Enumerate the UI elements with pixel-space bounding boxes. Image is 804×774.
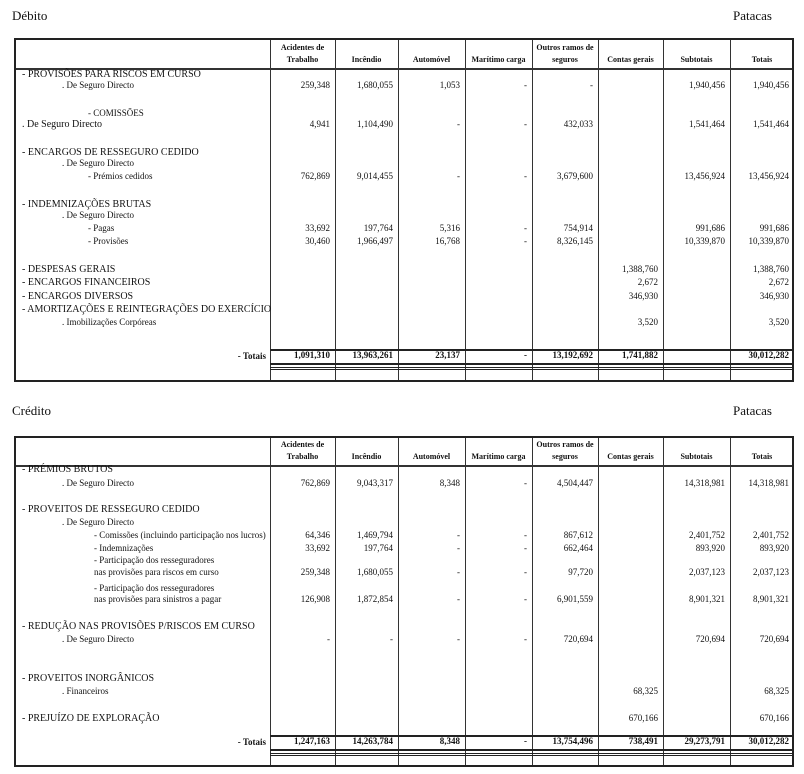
- cell-value: 3,520: [637, 317, 658, 327]
- cell-value: 30,460: [305, 236, 330, 246]
- column-header: Acidentes de Trabalho: [280, 43, 325, 64]
- cell-value: -: [457, 119, 460, 129]
- cell-value: -: [524, 567, 527, 577]
- row-label: - PROVISÕES PARA RISCOS EM CURSO: [22, 69, 201, 80]
- cell-value: 893,920: [695, 543, 725, 553]
- row-label: . De Seguro Directo: [22, 119, 102, 130]
- column-header: Outros ramos de seguros: [536, 43, 594, 64]
- cell-value: 1,680,055: [357, 80, 393, 90]
- cell-value: -: [524, 80, 527, 90]
- cell-value: 5,316: [439, 223, 460, 233]
- total-value: 738,491: [628, 736, 658, 746]
- cell-value: 670,166: [759, 713, 789, 723]
- column-divider: [730, 40, 731, 380]
- cell-value: 13,456,924: [684, 171, 725, 181]
- cell-value: 8,348: [439, 478, 460, 488]
- column-header: Incêndio: [351, 452, 382, 461]
- double-rule: [270, 367, 792, 370]
- cell-value: 259,348: [300, 567, 330, 577]
- column-header: Marítimo carga: [471, 452, 526, 461]
- row-label: - REDUÇÃO NAS PROVISÕES P/RISCOS EM CURSO: [22, 621, 255, 632]
- debit-table: [14, 38, 794, 382]
- cell-value: 867,612: [563, 530, 593, 540]
- total-value: 13,192,692: [552, 350, 593, 360]
- row-label: - DESPESAS GERAIS: [22, 264, 116, 275]
- row-label: - PROVEITOS DE RESSEGURO CEDIDO: [22, 504, 200, 515]
- cell-value: 1,872,854: [357, 594, 393, 604]
- column-header: Incêndio: [351, 55, 382, 64]
- column-divider: [398, 40, 399, 380]
- cell-value: 2,672: [768, 277, 789, 287]
- cell-value: 6,901,559: [557, 594, 593, 604]
- cell-value: 3,520: [768, 317, 789, 327]
- cell-value: 4,504,447: [557, 478, 593, 488]
- cell-value: 3,679,600: [557, 171, 593, 181]
- header-divider: [16, 465, 792, 467]
- cell-value: -: [457, 567, 460, 577]
- row-label: . De Seguro Directo: [62, 517, 134, 527]
- row-label: . De Seguro Directo: [62, 210, 134, 220]
- cell-value: 33,692: [305, 543, 330, 553]
- cell-value: 10,339,870: [684, 236, 725, 246]
- cell-value: 9,014,455: [357, 171, 393, 181]
- cell-value: 10,339,870: [748, 236, 789, 246]
- cell-value: 197,764: [363, 543, 393, 553]
- cell-value: 754,914: [563, 223, 593, 233]
- cell-value: 762,869: [300, 478, 330, 488]
- totals-label: - Totais: [237, 737, 266, 747]
- credit-title: Crédito: [12, 403, 51, 418]
- cell-value: 1,104,490: [357, 119, 393, 129]
- row-label: - AMORTIZAÇÕES E REINTEGRAÇÕES DO EXERCÍCIO: [22, 304, 272, 315]
- row-label: - PRÉMIOS BRUTOS: [22, 464, 113, 475]
- cell-value: -: [524, 223, 527, 233]
- cell-value: 720,694: [563, 634, 593, 644]
- row-label: . Imobilizações Corpóreas: [62, 317, 157, 327]
- cell-value: 64,346: [305, 530, 330, 540]
- cell-value: -: [590, 80, 593, 90]
- cell-value: 14,318,981: [684, 478, 725, 488]
- cell-value: 1,053: [439, 80, 460, 90]
- row-label: - Prémios cedidos: [88, 171, 153, 181]
- cell-value: 670,166: [628, 713, 658, 723]
- row-label: - ENCARGOS FINANCEIROS: [22, 277, 151, 288]
- row-label: . De Seguro Directo: [62, 478, 134, 488]
- cell-value: -: [524, 478, 527, 488]
- cell-value: 2,672: [637, 277, 658, 287]
- cell-value: 1,388,760: [622, 264, 658, 274]
- column-header: Automóvel: [412, 452, 451, 461]
- total-value: 1,247,163: [294, 736, 330, 746]
- row-label: - Participação dos resseguradores: [94, 555, 215, 565]
- column-header: Outros ramos de seguros: [536, 440, 594, 461]
- total-value: 14,263,784: [352, 736, 393, 746]
- cell-value: -: [327, 634, 330, 644]
- cell-value: 126,908: [300, 594, 330, 604]
- totals-label: - Totais: [237, 351, 266, 361]
- row-label: nas provisões para sinistros a pagar: [94, 594, 222, 604]
- cell-value: -: [524, 543, 527, 553]
- column-divider: [270, 40, 271, 380]
- column-header: Totais: [751, 452, 773, 461]
- column-header: Automóvel: [412, 55, 451, 64]
- row-label: - PROVEITOS INORGÂNICOS: [22, 673, 155, 684]
- row-label: nas provisões para riscos em curso: [94, 567, 219, 577]
- row-label: - Pagas: [88, 223, 115, 233]
- column-header: Marítimo carga: [471, 55, 526, 64]
- total-value: 29,273,791: [684, 736, 725, 746]
- cell-value: -: [524, 634, 527, 644]
- cell-value: 8,901,321: [753, 594, 789, 604]
- credit-table: [14, 436, 794, 767]
- total-value: -: [524, 736, 527, 746]
- cell-value: 1,966,497: [357, 236, 393, 246]
- cell-value: -: [457, 530, 460, 540]
- cell-value: 2,037,123: [753, 567, 789, 577]
- total-value: 8,348: [439, 736, 460, 746]
- cell-value: -: [524, 236, 527, 246]
- cell-value: -: [457, 171, 460, 181]
- column-header: Contas gerais: [607, 452, 654, 461]
- total-value: 23,137: [435, 350, 460, 360]
- cell-value: 68,325: [633, 686, 658, 696]
- cell-value: 720,694: [759, 634, 789, 644]
- cell-value: -: [524, 530, 527, 540]
- cell-value: -: [524, 119, 527, 129]
- cell-value: 2,401,752: [689, 530, 725, 540]
- row-label: - COMISSÕES: [88, 108, 144, 118]
- cell-value: 762,869: [300, 171, 330, 181]
- total-value: 1,091,310: [294, 350, 330, 360]
- row-label: - Participação dos resseguradores: [94, 583, 215, 593]
- column-divider: [532, 40, 533, 380]
- cell-value: 9,043,317: [357, 478, 393, 488]
- debit-title: Débito: [12, 8, 48, 23]
- total-value: 13,963,261: [352, 350, 393, 360]
- cell-value: 97,720: [568, 567, 593, 577]
- cell-value: -: [524, 594, 527, 604]
- column-header: Subtotais: [680, 452, 713, 461]
- cell-value: 346,930: [628, 291, 658, 301]
- column-divider: [465, 40, 466, 380]
- column-divider: [598, 40, 599, 380]
- cell-value: 893,920: [759, 543, 789, 553]
- row-label: - Indemnizações: [94, 543, 154, 553]
- column-header: Subtotais: [680, 55, 713, 64]
- cell-value: 4,941: [309, 119, 330, 129]
- column-header: Acidentes de Trabalho: [280, 440, 325, 461]
- cell-value: 68,325: [764, 686, 789, 696]
- row-label: - INDEMNIZAÇÕES BRUTAS: [22, 199, 152, 210]
- double-rule: [270, 753, 792, 756]
- row-label: - PREJUÍZO DE EXPLORAÇÃO: [22, 713, 160, 724]
- row-label: . De Seguro Directo: [62, 634, 134, 644]
- cell-value: 197,764: [363, 223, 393, 233]
- cell-value: 259,348: [300, 80, 330, 90]
- cell-value: 8,326,145: [557, 236, 593, 246]
- cell-value: 991,686: [695, 223, 725, 233]
- cell-value: -: [457, 594, 460, 604]
- total-value: -: [524, 350, 527, 360]
- cell-value: 1,541,464: [689, 119, 725, 129]
- column-divider: [663, 40, 664, 380]
- cell-value: -: [457, 634, 460, 644]
- cell-value: 13,456,924: [748, 171, 789, 181]
- cell-value: 1,940,456: [689, 80, 725, 90]
- row-label: - ENCARGOS DIVERSOS: [22, 291, 134, 302]
- cell-value: 14,318,981: [748, 478, 789, 488]
- cell-value: 2,037,123: [689, 567, 725, 577]
- cell-value: -: [524, 171, 527, 181]
- cell-value: 346,930: [759, 291, 789, 301]
- cell-value: 662,464: [563, 543, 593, 553]
- debit-currency: Patacas: [733, 8, 772, 23]
- total-value: 13,754,496: [552, 736, 593, 746]
- row-label: - Comissões (incluindo participação nos lucros): [94, 530, 266, 540]
- cell-value: 1,469,794: [357, 530, 393, 540]
- cell-value: 1,541,464: [753, 119, 789, 129]
- cell-value: 2,401,752: [753, 530, 789, 540]
- cell-value: 1,388,760: [753, 264, 789, 274]
- row-label: - ENCARGOS DE RESSEGURO CEDIDO: [22, 147, 199, 158]
- row-label: . De Seguro Directo: [62, 80, 134, 90]
- cell-value: -: [390, 634, 393, 644]
- cell-value: 16,768: [435, 236, 460, 246]
- cell-value: 8,901,321: [689, 594, 725, 604]
- total-value: 30,012,282: [748, 736, 789, 746]
- total-value: 1,741,882: [622, 350, 658, 360]
- column-header: Totais: [751, 55, 773, 64]
- column-header: Contas gerais: [607, 55, 654, 64]
- cell-value: -: [457, 543, 460, 553]
- column-divider: [335, 40, 336, 380]
- cell-value: 33,692: [305, 223, 330, 233]
- row-label: . Financeiros: [62, 686, 109, 696]
- cell-value: 1,680,055: [357, 567, 393, 577]
- cell-value: 991,686: [759, 223, 789, 233]
- row-label: - Provisões: [88, 236, 129, 246]
- cell-value: 1,940,456: [753, 80, 789, 90]
- cell-value: 432,033: [563, 119, 593, 129]
- cell-value: 720,694: [695, 634, 725, 644]
- row-label: . De Seguro Directo: [62, 158, 134, 168]
- total-value: 30,012,282: [748, 350, 789, 360]
- credit-currency: Patacas: [733, 403, 772, 418]
